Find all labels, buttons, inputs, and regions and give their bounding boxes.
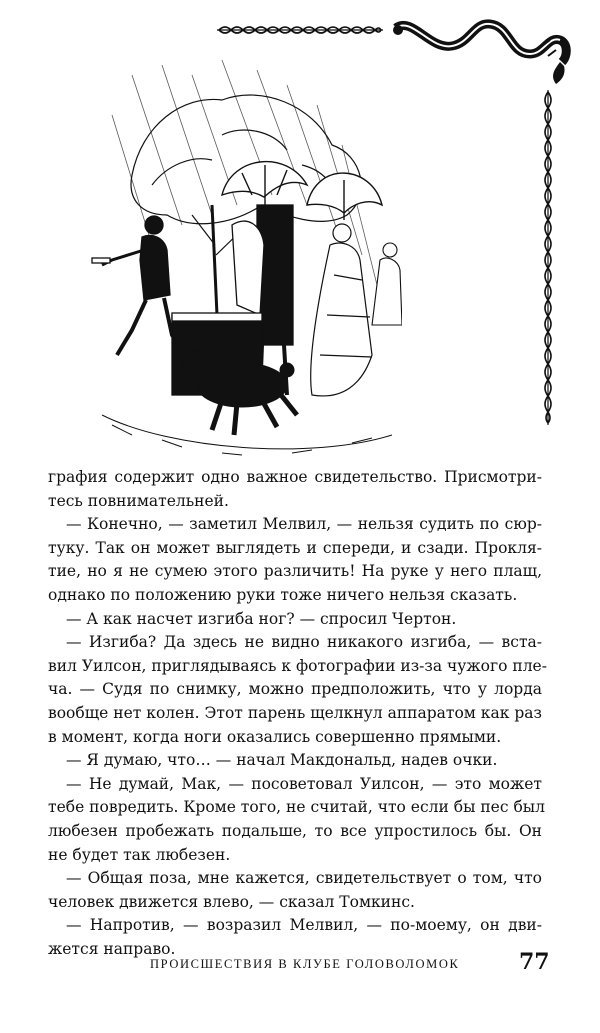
poodle (183, 351, 297, 435)
text-line: — А как насчет изгиба ног? — спросил Чертон. (66, 609, 457, 628)
page-number: 77 (519, 949, 550, 975)
text-line: в момент, когда ноги оказались совершенно прямыми. (48, 727, 502, 746)
text-line: жется направо. (48, 939, 176, 958)
background-lady (372, 243, 402, 325)
text-line: — Не думай, Мак, — посоветовал Уилсон, — это может (66, 774, 542, 793)
text-line: графия содержит одно важное свидетельство. Присмотри- (48, 468, 542, 486)
text-line: однако по положению руки тоже ничего нельзя сказать. (48, 585, 518, 604)
text-line: — Общая поза, мне кажется, свидетельствует о том, что (66, 869, 542, 888)
text-line: человек движется влево, — сказал Томкинс. (48, 892, 415, 911)
text-line: вил Уилсон, приглядываясь к фотографии из-за чужого пле- (48, 656, 547, 675)
text-line: любезен пробежать подальше, то все упростилось бы. Он (48, 821, 542, 840)
text-line: — Напротив, — возразил Мелвил, — по-моему, он дви- (66, 916, 542, 935)
text-line: вообще нет колен. Этот парень щелкнул аппаратом как раз (48, 703, 542, 722)
text-line: — Изгиба? Да здесь не видно никакого изгиба, — вста- (66, 633, 542, 652)
text-line: тие, но я не сумею этого различить! На руке у него плащ, (48, 562, 542, 581)
text-line: тесь повнимательней. (48, 491, 229, 510)
top-ornament-border (215, 22, 385, 38)
engraving-illustration (72, 55, 402, 465)
running-head: ПРОИСШЕСТВИЯ В КЛУБЕ ГОЛОВОЛОМОК (150, 957, 460, 971)
text-line: не будет так любезен. (48, 845, 231, 864)
text-line: тебе повредить. Кроме того, не считай, что если бы пес был (48, 798, 545, 817)
text-line: туку. Так он может выглядеть и спереди, и сзади. Прокля- (48, 538, 542, 557)
text-line: ча. — Судя по снимку, можно предположить, что у лорда (48, 680, 542, 699)
side-ornament-border (538, 90, 558, 425)
text-line: — Конечно, — заметил Мелвил, — нельзя судить по сюр- (66, 515, 542, 534)
lady-figure (311, 224, 372, 396)
ribbon-ornament (392, 10, 577, 90)
ground-hatching (102, 415, 392, 449)
body-text (48, 466, 547, 961)
text-line: — Я думаю, что… — начал Макдональд, надев очки. (66, 751, 498, 770)
